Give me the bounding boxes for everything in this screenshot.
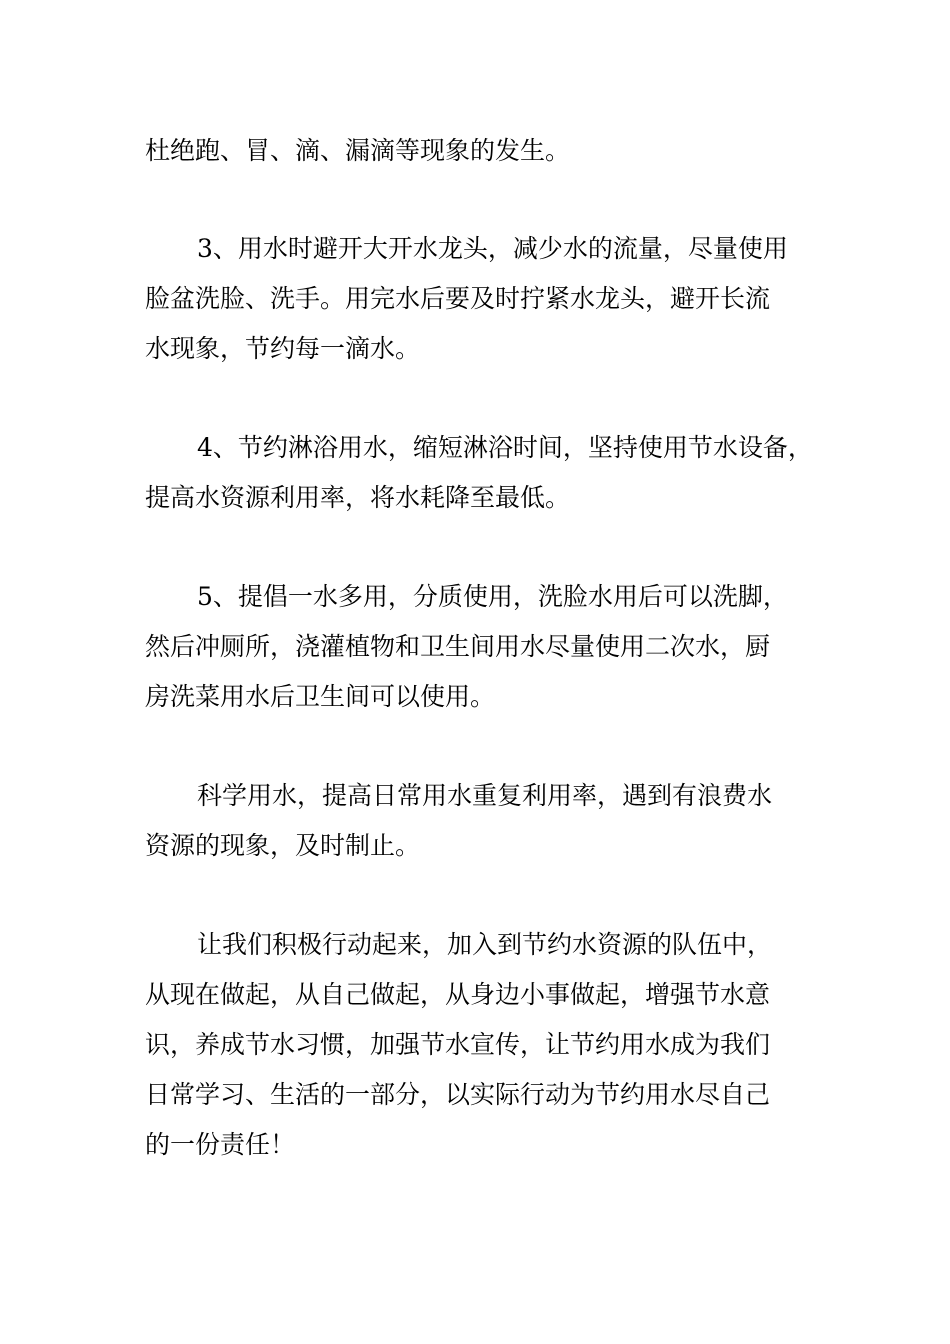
paragraph-6-line-1: 让我们积极行动起来，加入到节约水资源的队伍中， bbox=[197, 930, 773, 959]
paragraph-6-line-2: 从现在做起，从自己做起，从身边小事做起，增强节水意 bbox=[145, 980, 771, 1009]
paragraph-5 bbox=[145, 771, 825, 871]
paragraph-5-line-1: 科学用水，提高日常用水重复利用率，遇到有浪费水 bbox=[197, 781, 773, 810]
paragraph-2 bbox=[145, 224, 825, 374]
paragraph-4-line-3: 房洗菜用水后卫生间可以使用。 bbox=[145, 682, 496, 711]
paragraph-3 bbox=[145, 423, 825, 523]
paragraph-5-line-2: 资源的现象，及时制止。 bbox=[145, 831, 421, 860]
paragraph-1-line-1: 杜绝跑、冒、滴、漏滴等现象的发生。 bbox=[145, 136, 571, 165]
paragraph-6-line-4: 日常学习、生活的一部分，以实际行动为节约用水尽自己 bbox=[145, 1080, 771, 1109]
paragraph-2-line-2: 脸盆洗脸、洗手。用完水后要及时拧紧水龙头，避开长流 bbox=[145, 284, 771, 313]
paragraph-6 bbox=[145, 920, 825, 1170]
paragraph-4-line-1: 5、提倡一水多用，分质使用，洗脸水用后可以洗脚， bbox=[197, 582, 788, 611]
paragraph-6-line-5: 的一份责任！ bbox=[145, 1130, 296, 1159]
paragraph-4 bbox=[145, 572, 825, 722]
paragraph-1 bbox=[145, 126, 825, 176]
paragraph-2-line-1: 3、用水时避开大开水龙头，减少水的流量，尽量使用 bbox=[197, 234, 788, 263]
paragraph-2-line-3: 水现象，节约每一滴水。 bbox=[145, 334, 421, 363]
paragraph-3-line-1: 4、节约淋浴用水，缩短淋浴时间，坚持使用节水设备， bbox=[197, 433, 813, 462]
paragraph-4-line-2: 然后冲厕所，浇灌植物和卫生间用水尽量使用二次水，厨 bbox=[145, 632, 771, 661]
paragraph-3-line-2: 提高水资源利用率，将水耗降至最低。 bbox=[145, 483, 571, 512]
paragraph-6-line-3: 识，养成节水习惯，加强节水宣传，让节约用水成为我们 bbox=[145, 1030, 771, 1059]
